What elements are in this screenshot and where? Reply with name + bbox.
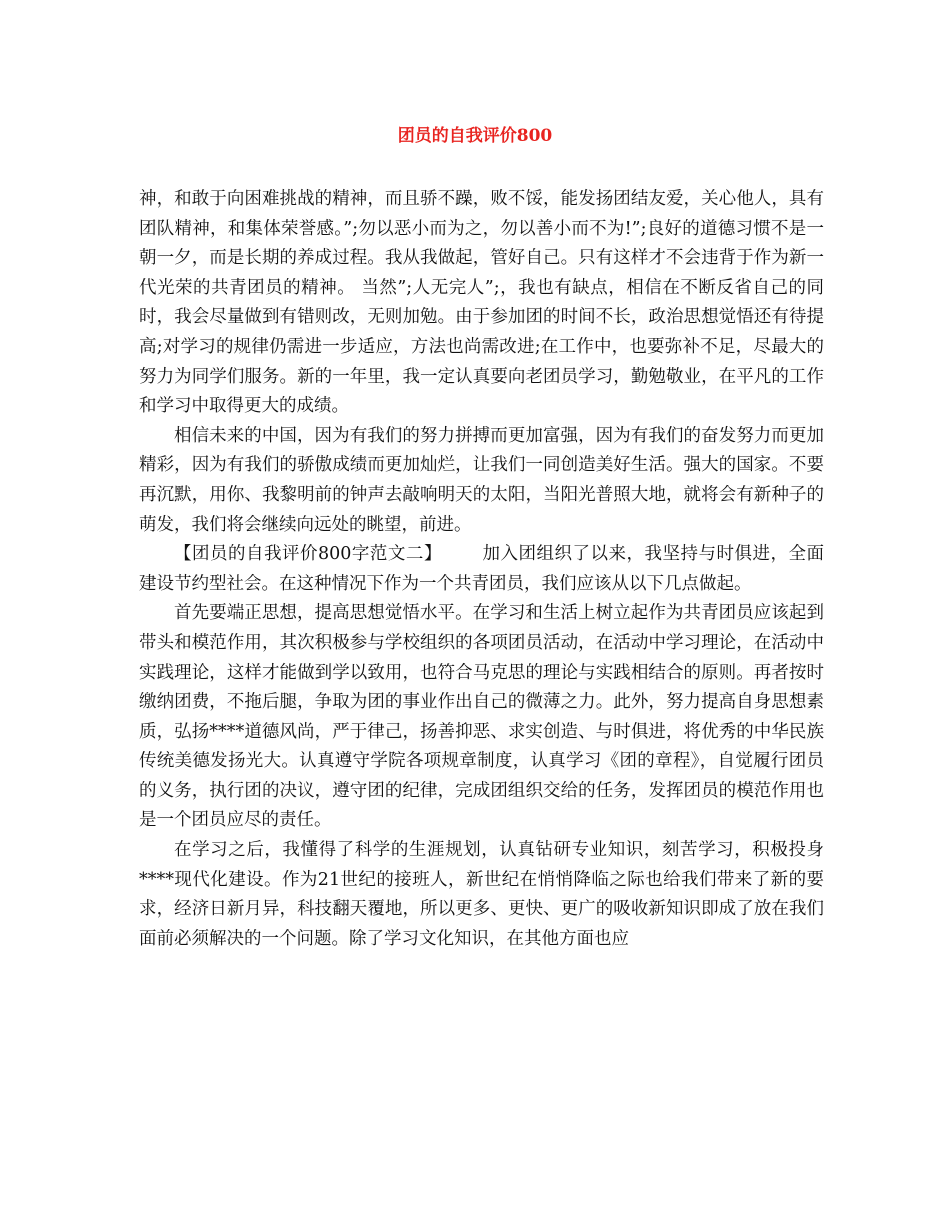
paragraph-continuation: 神，和敢于向困难挑战的精神，而且骄不躁，败不馁，能发扬团结友爱，关心他人，具有团队精神，和集体荣誉感。”;勿以恶小而为之，勿以善小而不为!”;良好的道德习惯不是一朝一夕，而是长期的养成过程。我从我做起，管好自己。只有这样才不会违背于作为新一代光荣的共青团员的精神。 当然”;人无完人”;，我也有缺点，相信在不断反省自己的同时，我会尽量做到有错则改，无则加勉。由于参加团的时间不长，政治思想觉悟还有待提高;对学习的规律仍需进一步适应，方法也尚需改进;在工作中，也要弥补不足，尽最大的努力为同学们服务。新的一年里，我一定认真要向老团员学习，勤勉敬业，在平凡的工作和学习中取得更大的成绩。 <box>139 189 824 417</box>
paragraph-correct-thinking: 首先要端正思想，提高思想觉悟水平。在学习和生活上树立起作为共青团员应该起到带头和模范作用，其次积极参与学校组织的各项团员活动，在活动中学习理论，在活动中实践理论，这样才能做到学以致用，也符合马克思的理论与实践相结合的原则。再者按时缴纳团费，不拖后腿，争取为团的事业作出自己的微薄之力。此外，努力提高自身思想素质，弘扬****道德风尚，严于律己，扬善抑恶、求实创造、与时俱进，将优秀的中华民族传统美德发扬光大。认真遵守学院各项规章制度，认真学习《团的章程》，自觉履行团员的义务，执行团的决议，遵守团的纪律，完成团组织交给的任务，发挥团员的模范作用也是一个团员应尽的责任。 <box>139 603 824 831</box>
document-title: 团员的自我评价800 <box>397 126 553 146</box>
document-body <box>139 185 824 954</box>
section-intro-text: 加入团组织了以来，我坚持与时俱进，全面建设节约型社会。在这种情况下作为一个共青团员，我们应该从以下几点做起。 <box>139 544 825 594</box>
paragraph-section-two-intro <box>139 540 824 599</box>
paragraph-after-study: 在学习之后，我懂得了科学的生涯规划，认真钻研专业知识，刻苦学习，积极投身****现代化建设。作为21世纪的接班人，新世纪在悄悄降临之际也给我们带来了新的要求，经济日新月异，科技翻天覆地，所以更多、更快、更广的吸收新知识即成了放在我们面前必须解决的一个问题。除了学习文化知识，在其他方面也应 <box>139 840 824 949</box>
paragraph-future-china: 相信未来的中国，因为有我们的努力拼搏而更加富强，因为有我们的奋发努力而更加精彩，因为有我们的骄傲成绩而更加灿烂，让我们一同创造美好生活。强大的国家。不要再沉默，用你、我黎明前的钟声去敲响明天的太阳，当阳光普照大地，就将会有新种子的萌发，我们将会继续向远处的眺望，前进。 <box>139 425 824 535</box>
section-heading: 【团员的自我评价800字范文二】 <box>174 544 442 565</box>
